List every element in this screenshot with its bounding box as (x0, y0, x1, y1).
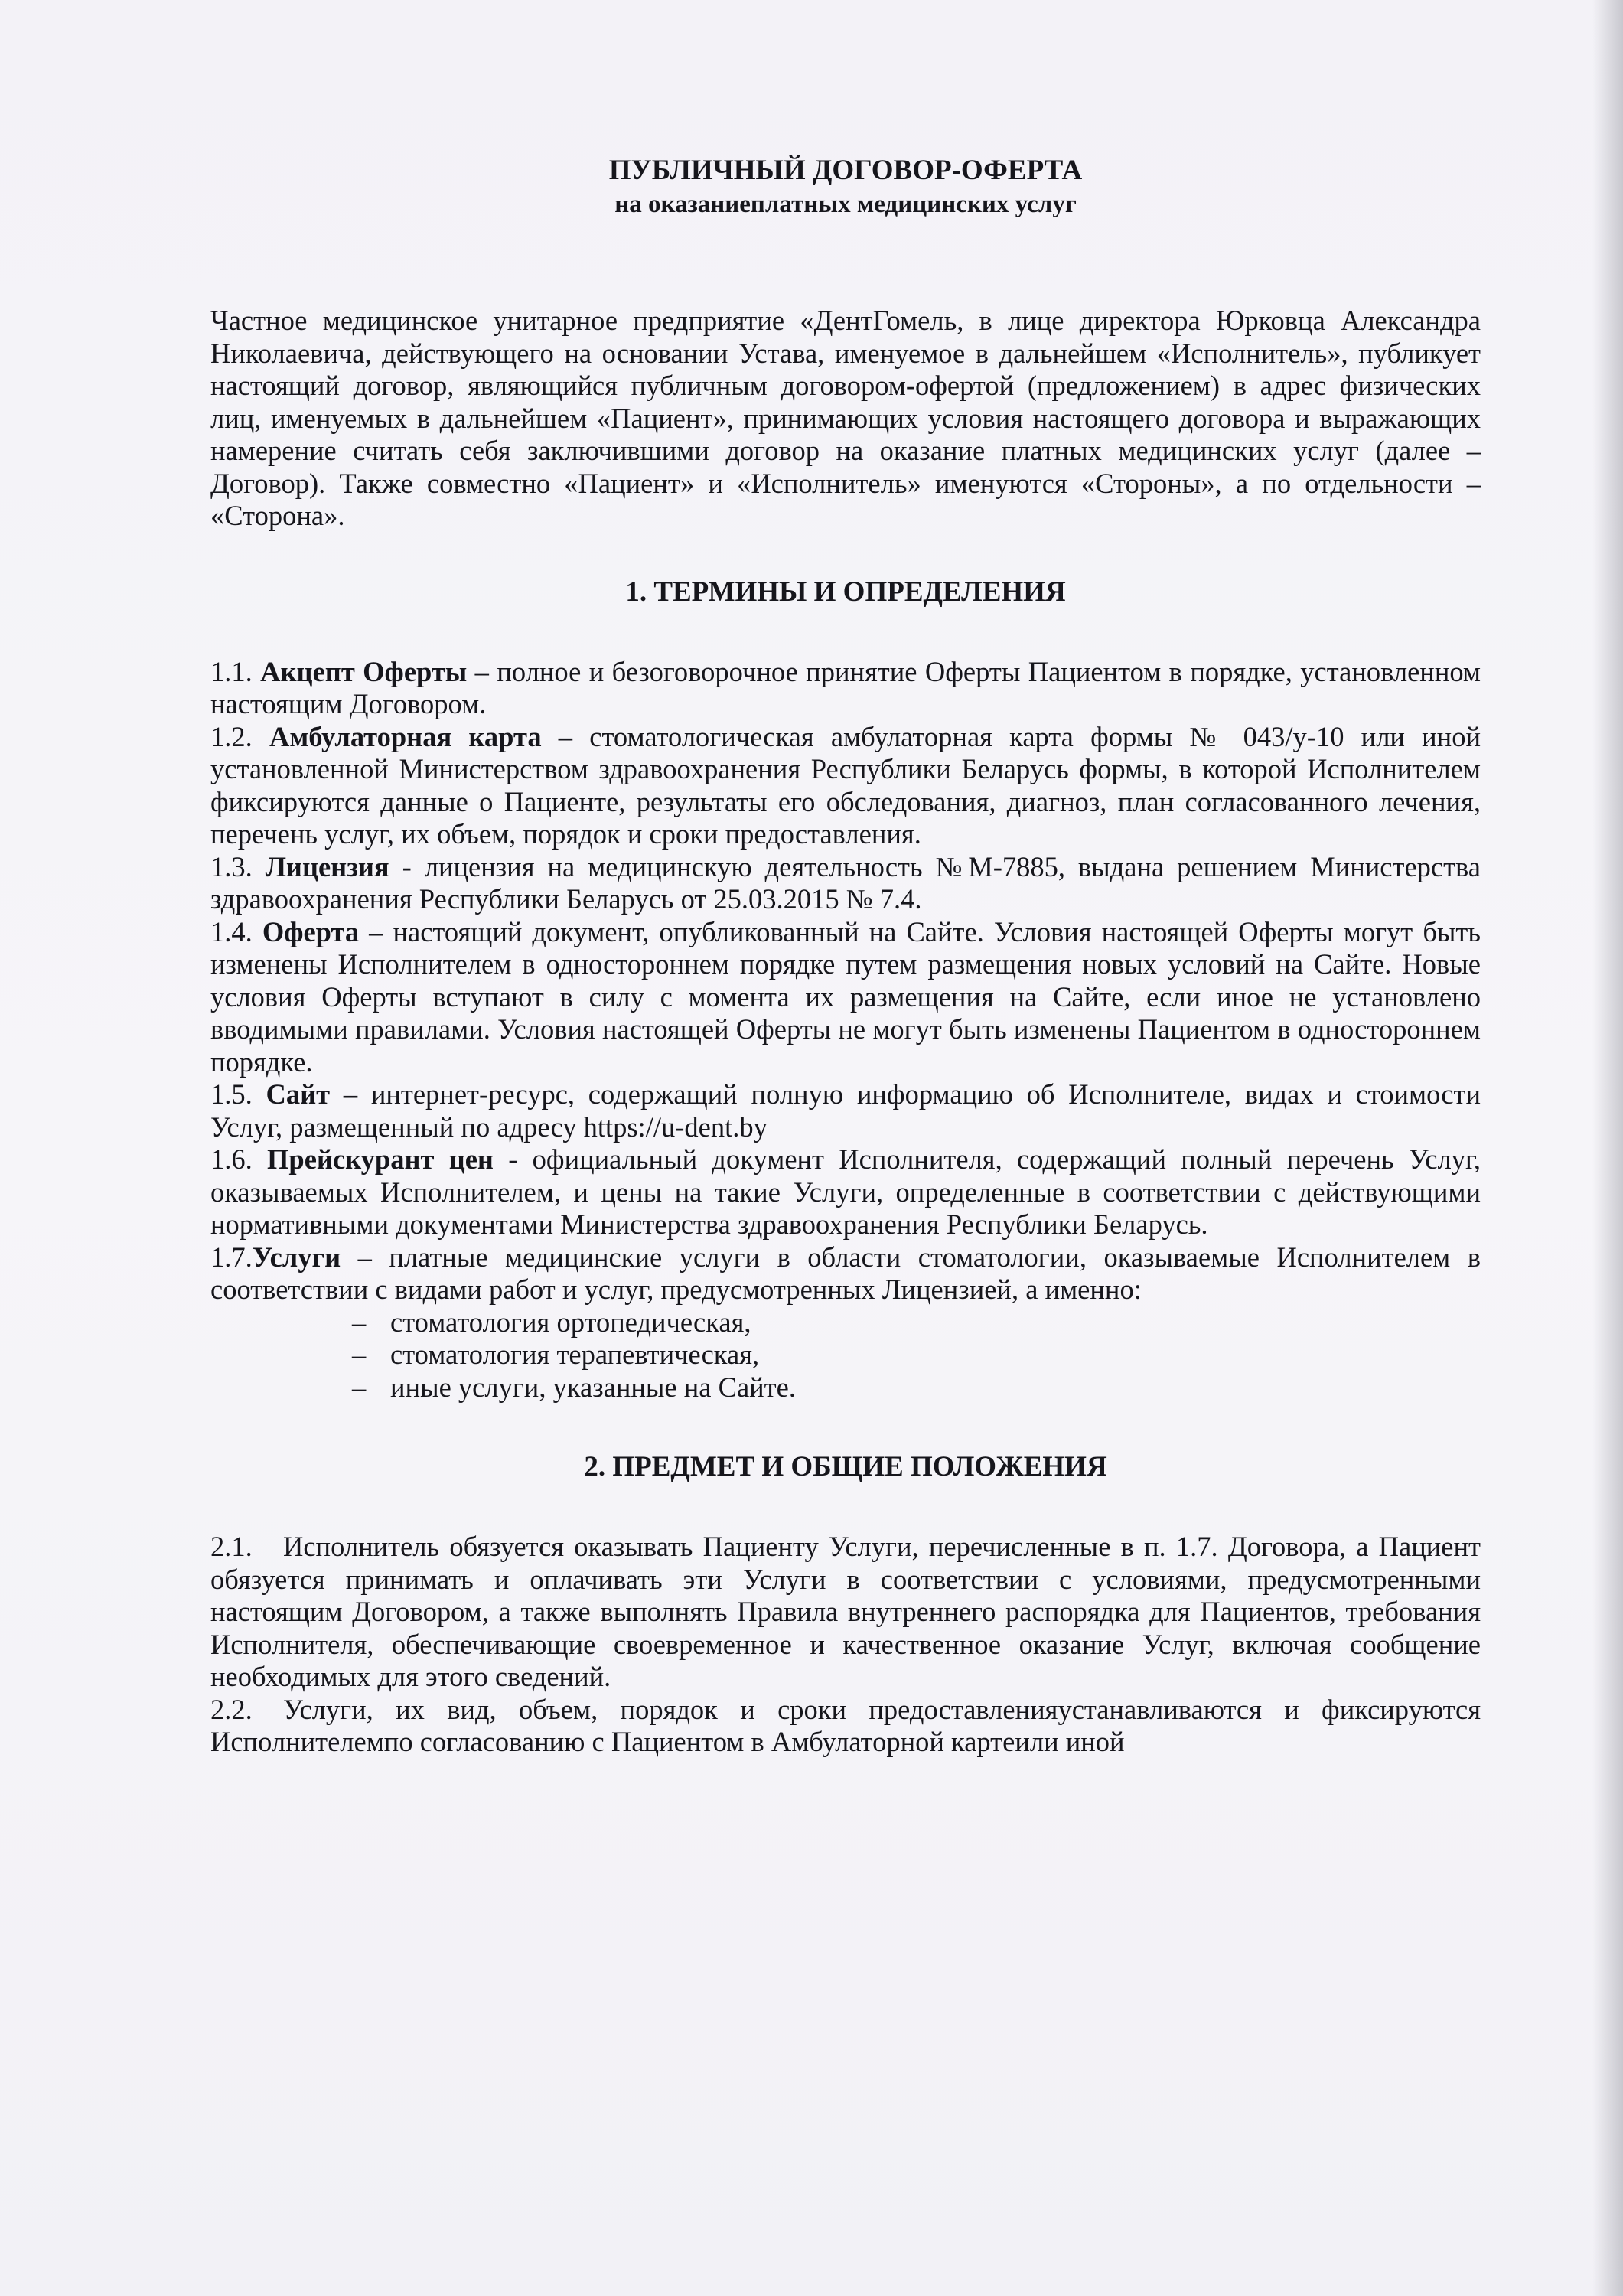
clause-1-4 (210, 916, 1481, 1079)
section-1-heading: 1. ТЕРМИНЫ И ОПРЕДЕЛЕНИЯ (625, 576, 1066, 608)
dash-bullet: – (352, 1306, 367, 1338)
term-name: Лицензия (265, 850, 389, 882)
clause-number: 1.7. (210, 1241, 253, 1273)
list-item (352, 1371, 1481, 1404)
clause-1-7 (210, 1241, 1481, 1306)
term-definition: - официальный документ Исполнителя, содержащий полный перечень Услуг, оказываемых Исполнителем, и цены на такие Услуги, определенные в соответствии с действующими нормативными документами Министерства здравоохранения Республики Беларусь. (210, 1143, 1481, 1240)
clause-2-2 (210, 1694, 1481, 1759)
list-item (352, 1339, 1481, 1371)
list-item (352, 1306, 1481, 1339)
term-definition: – полное и безоговорочное принятие Оферты Пациентом в порядке, установленном настоящим Договором. (210, 655, 1481, 719)
term-definition: – платные медицинские услуги в области стоматологии, оказываемые Исполнителем в соответствии с видами работ и услуг, предусмотренных Лицензией, а именно: (210, 1241, 1481, 1305)
term-definition: – настоящий документ, опубликованный на Сайте. Условия настоящей Оферты могут быть изменены Исполнителем в одностороннем порядке путем размещения новых условий на Сайте. Новые условия Оферты вступают в силу с момента их размещения на Сайте, если иное не установлено вводимыми правилами. Условия настоящей Оферты не могут быть изменены Пациентом в одностороннем порядке. (210, 915, 1481, 1078)
clause-1-6 (210, 1143, 1481, 1241)
preamble-paragraph: Частное медицинское унитарное предприятие «ДентГомель, в лице директора Юрковца Александра Николаевича, действующего на основании Устава, именуемое в дальнейшем «Исполнитель», публикует настоящий договор, являющийся публичным договором-офертой (предложением) в адрес физических лиц, именуемых в дальнейшем «Пациент», принимающих условия настоящего договора и выражающих намерение считать себя заключившими договор на оказание платных медицинских услуг (далее – Договор). Также совместно «Пациент» и «Исполнитель» именуются «Стороны», а по отдельности – «Сторона». (210, 305, 1481, 531)
services-list (210, 1306, 1481, 1404)
clause-text: Услуги, их вид, объем, порядок и сроки предоставленияустанавливаются и фиксируются Исполнителемпо согласованию с Пациентом в Амбулаторной картеили иной (210, 1693, 1481, 1757)
term-name: Акцепт Оферты (260, 655, 468, 687)
clause-number: 2.2. (210, 1693, 253, 1725)
dash-bullet: – (352, 1339, 367, 1370)
document-subtitle: на оказаниеплатных медицинских услуг (614, 191, 1077, 218)
clause-number: 1.1. (210, 655, 261, 687)
clause-1-2 (210, 721, 1481, 851)
page-edge-shadow (1592, 0, 1623, 2296)
clause-1-5 (210, 1078, 1481, 1143)
term-name: Прейскурант цен (267, 1143, 494, 1175)
term-name: Оферта (262, 915, 360, 947)
clause-number: 1.5. (210, 1078, 266, 1110)
term-name: Сайт – (266, 1078, 358, 1110)
term-definition: - лицензия на медицинскую деятельность №М-7885, выдана решением Министерства здравоохранения Республики Беларусь от 25.03.2015 № 7.4. (210, 850, 1481, 915)
document-body (210, 153, 1481, 1759)
list-item-text: иные услуги, указанные на Сайте. (390, 1371, 796, 1403)
clause-number: 2.1. (210, 1531, 253, 1562)
term-definition: стоматологическая амбулаторная карта формы № 043/у-10 или иной установленной Министерством здравоохранения Республики Беларусь формы, в которой Исполнителем фиксируются данные о Пациенте, результаты его обследования, диагноз, план согласованного лечения, перечень услуг, их объем, порядок и сроки предоставления. (210, 720, 1481, 850)
clause-number: 1.6. (210, 1143, 268, 1175)
term-definition: интернет-ресурс, содержащий полную информацию об Исполнителе, видах и стоимости Услуг, размещенный по адресу https://u-dent.by (210, 1078, 1481, 1143)
clause-text: Исполнитель обязуется оказывать Пациенту Услуги, перечисленные в п. 1.7. Договора, а Пациент обязуется принимать и оплачивать эти Услуги в соответствии с условиями, предусмотренными настоящим Договором, а также выполнять Правила внутреннего распорядка для Пациентов, требования Исполнителя, обеспечивающие своевременное и качественное оказание Услуг, включая сообщение необходимых для этого сведений. (210, 1531, 1481, 1692)
clause-1-3 (210, 851, 1481, 916)
list-item-text: стоматология ортопедическая, (390, 1306, 751, 1338)
clause-number: 1.4. (210, 915, 262, 947)
clause-2-1 (210, 1531, 1481, 1694)
dash-bullet: – (352, 1371, 367, 1403)
section-2-heading: 2. ПРЕДМЕТ И ОБЩИЕ ПОЛОЖЕНИЯ (584, 1451, 1107, 1482)
clause-number: 1.3. (210, 850, 266, 882)
clause-number: 1.2. (210, 720, 269, 752)
term-name: Услуги (252, 1241, 341, 1273)
document-title: ПУБЛИЧНЫЙ ДОГОВОР-ОФЕРТА (608, 155, 1083, 186)
term-name: Амбулаторная карта – (269, 720, 573, 752)
clause-1-1 (210, 656, 1481, 721)
list-item-text: стоматология терапевтическая, (390, 1339, 760, 1370)
